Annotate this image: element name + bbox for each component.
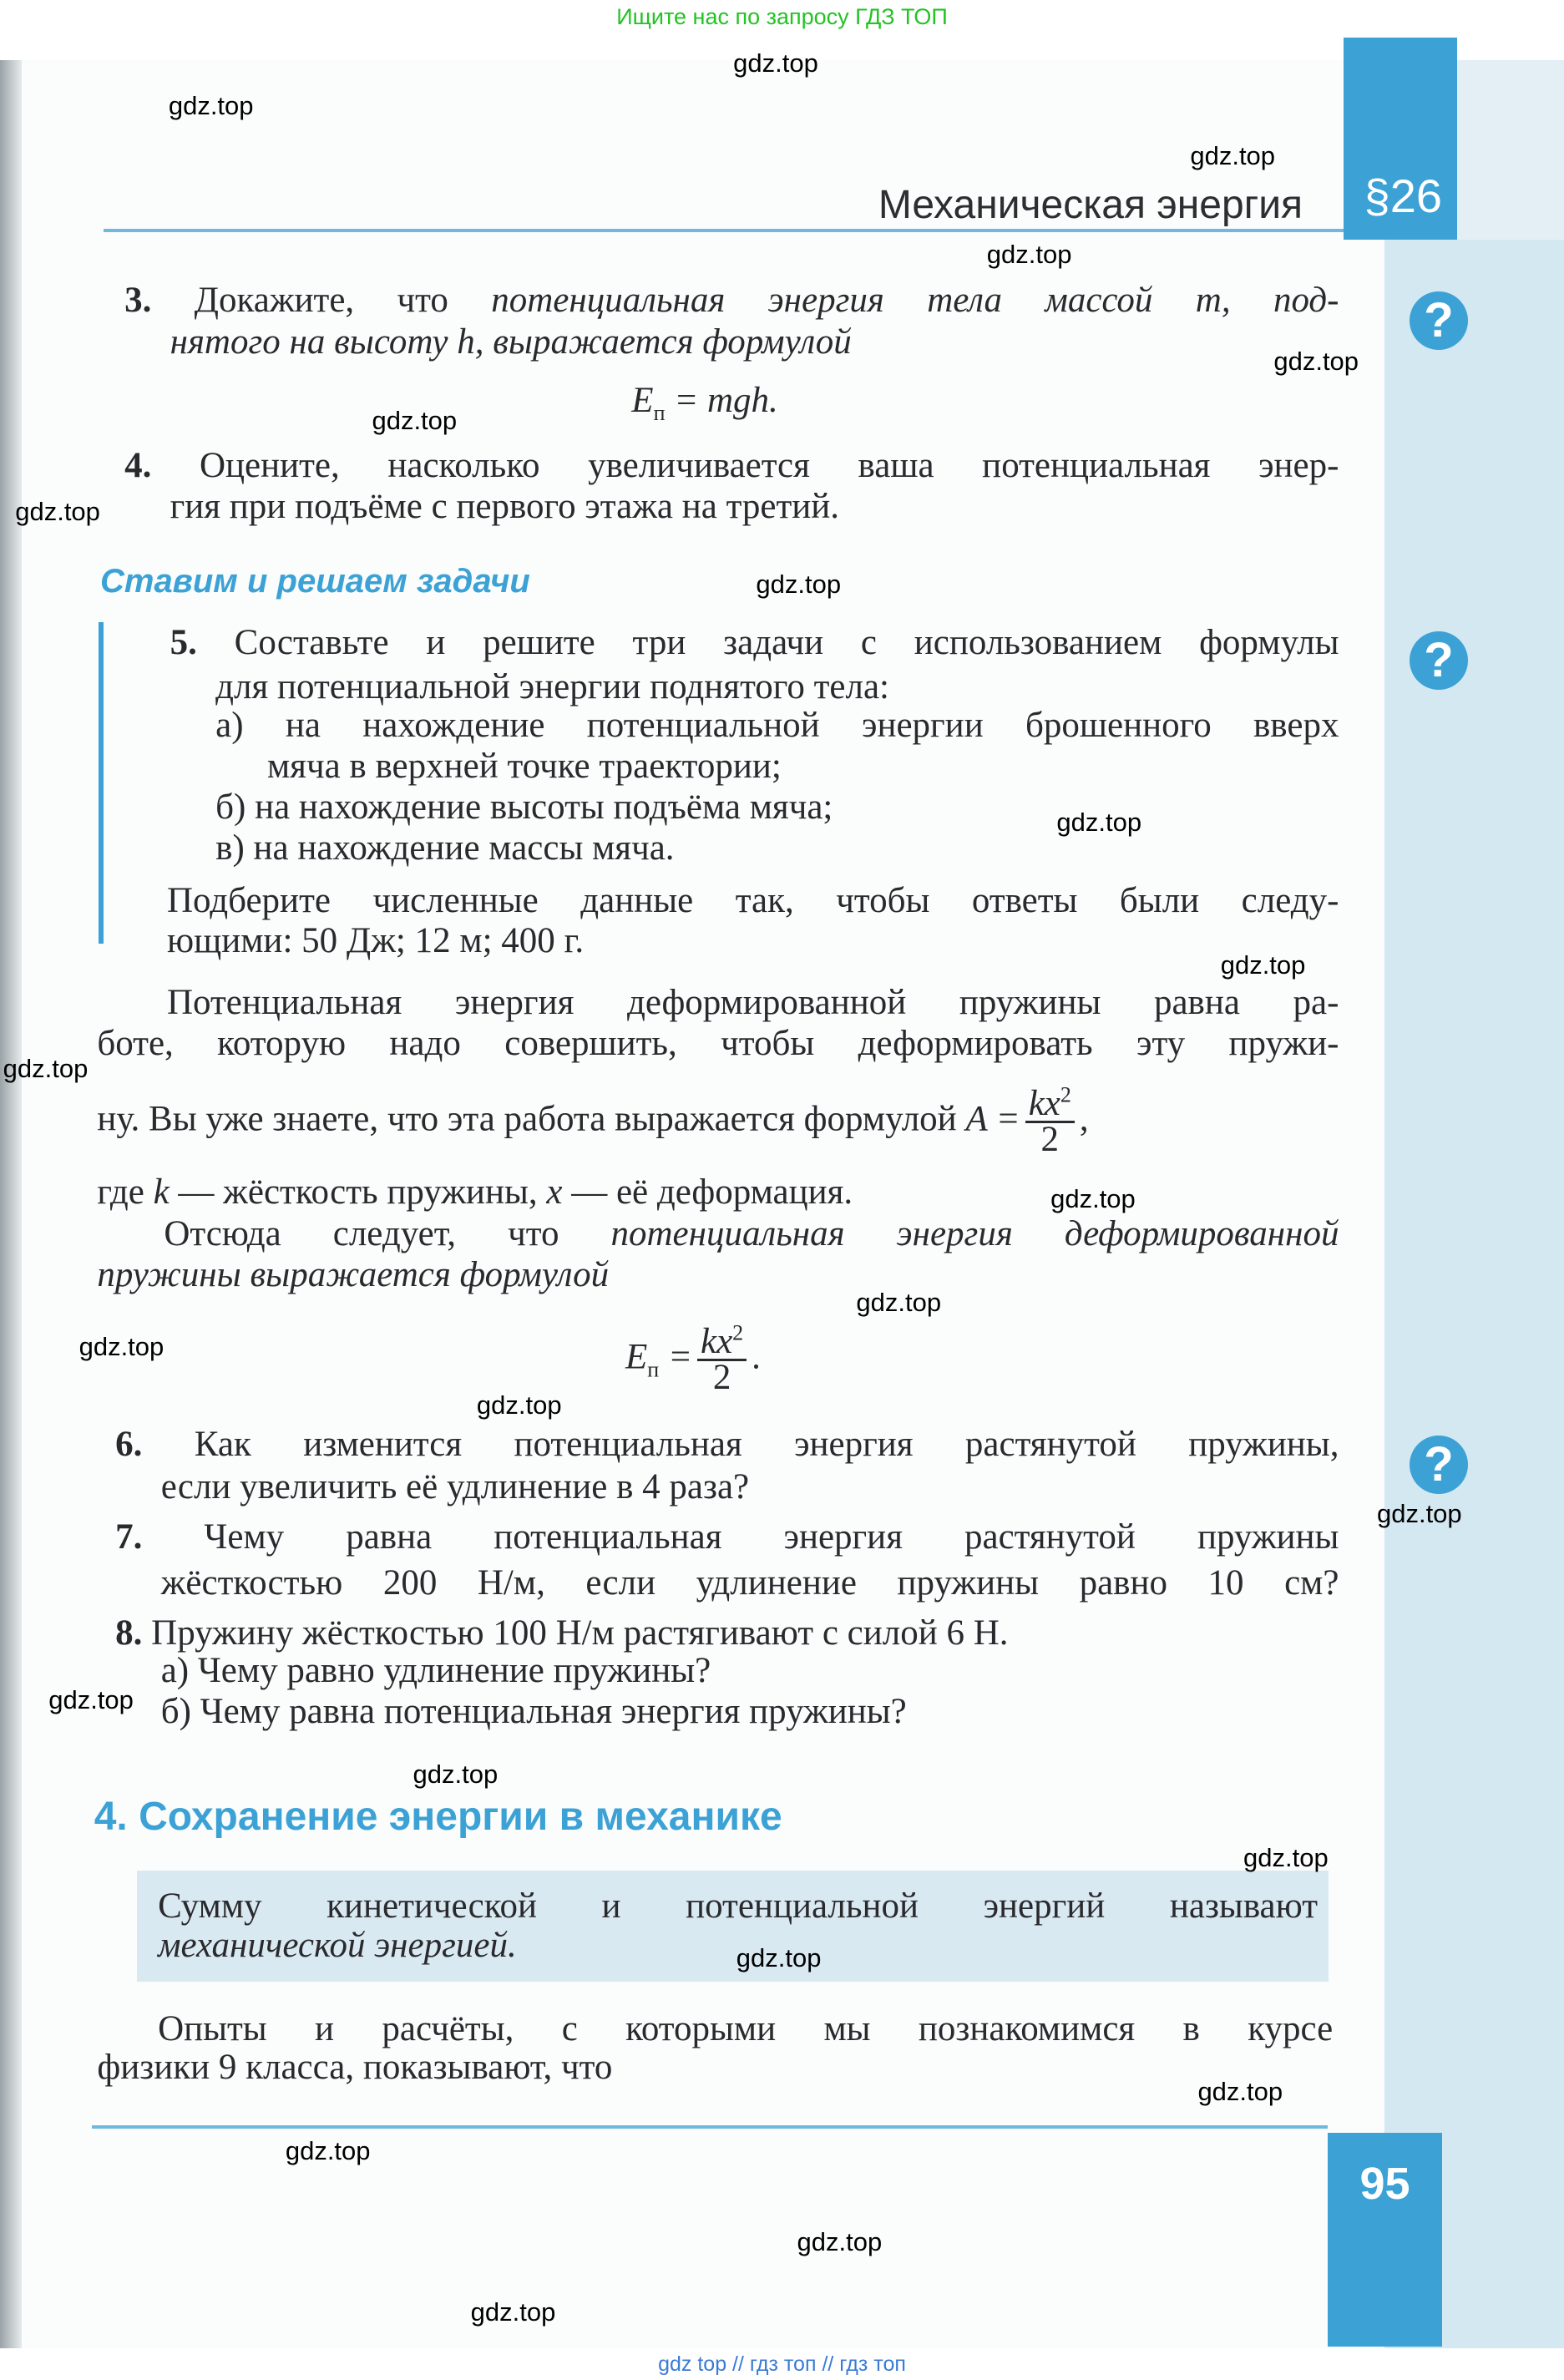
task-8a-line	[161, 1650, 711, 1692]
definition-line	[158, 1886, 1318, 1927]
watermark-text: gdz.top	[48, 1685, 134, 1715]
task-4-line	[170, 486, 839, 528]
margin-strip	[1457, 60, 1564, 240]
exponent: 2	[732, 1320, 744, 1345]
task-5-note-line	[167, 920, 584, 962]
text-run: нятого на высоту h, выражается формулой	[170, 322, 852, 362]
watermark-text: gdz.top	[285, 2136, 371, 2166]
task-6-line	[115, 1424, 1339, 1466]
watermark-text: gdz.top	[1243, 1843, 1329, 1873]
fraction-denominator: 2	[712, 1358, 731, 1398]
definition-line	[158, 1925, 517, 1967]
task-3-line	[124, 280, 1339, 322]
watermark-text: gdz.top	[1190, 141, 1276, 171]
text-run: 4.	[124, 445, 152, 485]
text-run: физики 9 класса, показывают, что	[97, 2047, 613, 2087]
question-icon: ?	[1410, 1436, 1468, 1494]
watermark-text: gdz.top	[1273, 346, 1359, 376]
section-number: §26	[1364, 170, 1442, 222]
task-8-line	[115, 1613, 1008, 1654]
text-run: Оцените, насколько увеличивается ваша потенциальная энер-	[151, 445, 1339, 485]
watermark-text: gdz.top	[372, 405, 458, 435]
text-run: а) Чему равно удлинение пружины?	[160, 1651, 711, 1691]
watermark-text: gdz.top	[1376, 1498, 1462, 1528]
text-run: потенциальная энергия тела массой m, под-	[491, 280, 1339, 320]
text-run: если увеличить её удлинение в 4 раза?	[160, 1467, 750, 1507]
footer-divider	[92, 2125, 1328, 2129]
task-5a-line	[215, 705, 1339, 747]
text-run: A =	[965, 1099, 1020, 1139]
numerator-text: kx	[701, 1322, 733, 1362]
paragraph-line	[158, 2008, 1333, 2050]
task-5-line	[170, 622, 1339, 664]
watermark-text: gdz.top	[1197, 2077, 1283, 2107]
task-5-line	[215, 666, 889, 708]
task-6-line	[161, 1466, 749, 1508]
text-run: = mgh.	[665, 380, 778, 420]
watermark-text: gdz.top	[733, 48, 818, 78]
task-7-line	[161, 1562, 1339, 1604]
watermark-text: gdz.top	[78, 1331, 164, 1361]
text-run: гия при подъёме с первого этажа на третий.	[170, 486, 840, 526]
text-run: мяча в верхней точке траектории;	[266, 746, 782, 786]
watermark-text: gdz.top	[470, 2296, 556, 2327]
paragraph-line	[167, 982, 1339, 1024]
watermark-text: gdz.top	[856, 1287, 942, 1317]
banner-text[interactable]: Ищите нас по запросу ГДЗ ТОП	[616, 4, 948, 29]
watermark-text: gdz.top	[3, 1053, 89, 1083]
section-heading-line	[94, 1796, 782, 1840]
header-divider	[104, 229, 1344, 232]
watermark-text: gdz.top	[1220, 950, 1306, 980]
watermark-text: gdz.top	[986, 240, 1072, 270]
text-run: б) на нахождение высоты подъёма мяча;	[215, 787, 833, 827]
text-run: Докажите, что	[151, 280, 492, 320]
task-4-line	[124, 445, 1339, 487]
subscript: п	[647, 1357, 660, 1382]
footer-links	[0, 2348, 1564, 2380]
text-run: Как изменится потенциальная энергия растянутой пружины,	[142, 1425, 1339, 1465]
text-run: для потенциальной энергии поднятого тела:	[215, 667, 889, 707]
subscript: п	[653, 400, 666, 425]
text-run: 6.	[115, 1425, 143, 1465]
text-run: 5.	[170, 623, 197, 663]
heading-text: Ставим и решаем задачи	[99, 562, 530, 600]
text-run: Опыты и расчёты, с которыми мы познакомимся в курсе	[158, 2009, 1334, 2049]
task-8b-line	[161, 1691, 907, 1733]
footer-text[interactable]: gdz top // гдз топ // гдз топ	[658, 2352, 906, 2376]
text-run: б) Чему равна потенциальная энергия пружины?	[160, 1692, 907, 1732]
page-gutter	[0, 60, 22, 2348]
text-run: потенциальная энергия деформированной	[610, 1213, 1339, 1253]
fraction-numerator	[1025, 1082, 1075, 1123]
text-run: 8.	[115, 1613, 143, 1653]
text-run: боте, которую надо совершить, чтобы деформировать эту пружи-	[97, 1024, 1339, 1064]
text-run: E	[631, 380, 654, 420]
paragraph-line	[164, 1213, 1339, 1255]
watermark-text: gdz.top	[476, 1390, 562, 1420]
text-run: Составьте и решите три задачи с использованием формулы	[196, 623, 1339, 663]
text-run: в) на нахождение массы мяча.	[215, 828, 675, 868]
fraction	[1025, 1082, 1075, 1159]
text-run: Отсюда следует, что	[164, 1213, 611, 1253]
question-icon: ?	[1410, 631, 1468, 690]
task-5c-line	[215, 828, 674, 869]
task-5a-line	[267, 746, 782, 787]
text-run: Потенциальная энергия деформированной пружины равна ра-	[166, 983, 1339, 1023]
page-number: 95	[1359, 2159, 1410, 2209]
text-run: k	[153, 1172, 170, 1213]
task-5-note-line	[167, 880, 1339, 922]
task-7-line	[115, 1517, 1339, 1558]
paragraph-line	[97, 1172, 853, 1213]
heading-text: 4. Сохранение энергии в механике	[94, 1794, 782, 1839]
chapter-title: Механическая энергия	[878, 183, 1303, 227]
watermark-text: gdz.top	[797, 2227, 883, 2257]
text-run: Сумму кинетической и потенциальной энергий называют	[158, 1886, 1318, 1926]
fraction	[697, 1320, 747, 1398]
text-run: Подберите численные данные так, чтобы ответы были следу-	[166, 881, 1339, 921]
text-run: =	[659, 1337, 692, 1377]
formula-line	[631, 380, 778, 434]
text-run: 3.	[124, 280, 152, 320]
question-icon: ?	[1410, 291, 1468, 350]
task-5b-line	[215, 787, 833, 828]
section-heading-line	[100, 560, 530, 602]
watermark-text: gdz.top	[756, 569, 842, 599]
paragraph-line	[97, 1023, 1339, 1065]
text-run: 7.	[115, 1517, 143, 1557]
fraction-denominator: 2	[1040, 1119, 1060, 1159]
watermark-text: gdz.top	[413, 1760, 499, 1790]
text-run: жёсткостью 200 Н/м, если удлинение пружины равно 10 см?	[160, 1562, 1339, 1603]
text-run: Пружину жёсткостью 100 Н/м растягивают с силой 6 Н.	[142, 1613, 1009, 1653]
text-run: механической энергией.	[158, 1926, 517, 1966]
exponent: 2	[1060, 1082, 1071, 1107]
text-run: Чему равна потенциальная энергия растянутой пружины	[142, 1517, 1339, 1557]
formula-line	[625, 1320, 761, 1398]
fraction-numerator	[697, 1320, 747, 1362]
paragraph-line	[97, 1082, 1089, 1159]
text-run: — жёсткость пружины,	[169, 1172, 547, 1213]
text-run: а) на нахождение потенциальной энергии брошенного вверх	[215, 705, 1339, 745]
paragraph-line	[97, 2047, 612, 2089]
text-run: E	[625, 1337, 648, 1377]
text-run: — её деформация.	[562, 1172, 853, 1213]
margin-strip	[1384, 240, 1564, 2348]
watermark-text: gdz.top	[15, 496, 100, 526]
watermark-text: gdz.top	[736, 1943, 822, 1973]
task-3-line	[170, 322, 852, 363]
text-run: ну. Вы уже знаете, что эта работа выражается формулой	[97, 1099, 966, 1139]
text-run: ющими: 50 Дж; 12 м; 400 г.	[166, 920, 585, 960]
text-run: где	[97, 1172, 154, 1213]
text-run: x	[546, 1172, 563, 1213]
numerator-text: kx	[1028, 1083, 1060, 1123]
page-number-tab	[1328, 2133, 1442, 2347]
section-tab	[1344, 38, 1457, 240]
watermark-text: gdz.top	[1050, 1184, 1136, 1214]
paragraph-line	[97, 1254, 609, 1296]
task-accent-bar	[99, 622, 104, 944]
text-run: .	[752, 1337, 761, 1377]
text-run: ,	[1079, 1099, 1089, 1139]
watermark-text: gdz.top	[168, 91, 254, 121]
watermark-text: gdz.top	[1056, 808, 1142, 838]
text-run: пружины выражается формулой	[97, 1254, 610, 1294]
